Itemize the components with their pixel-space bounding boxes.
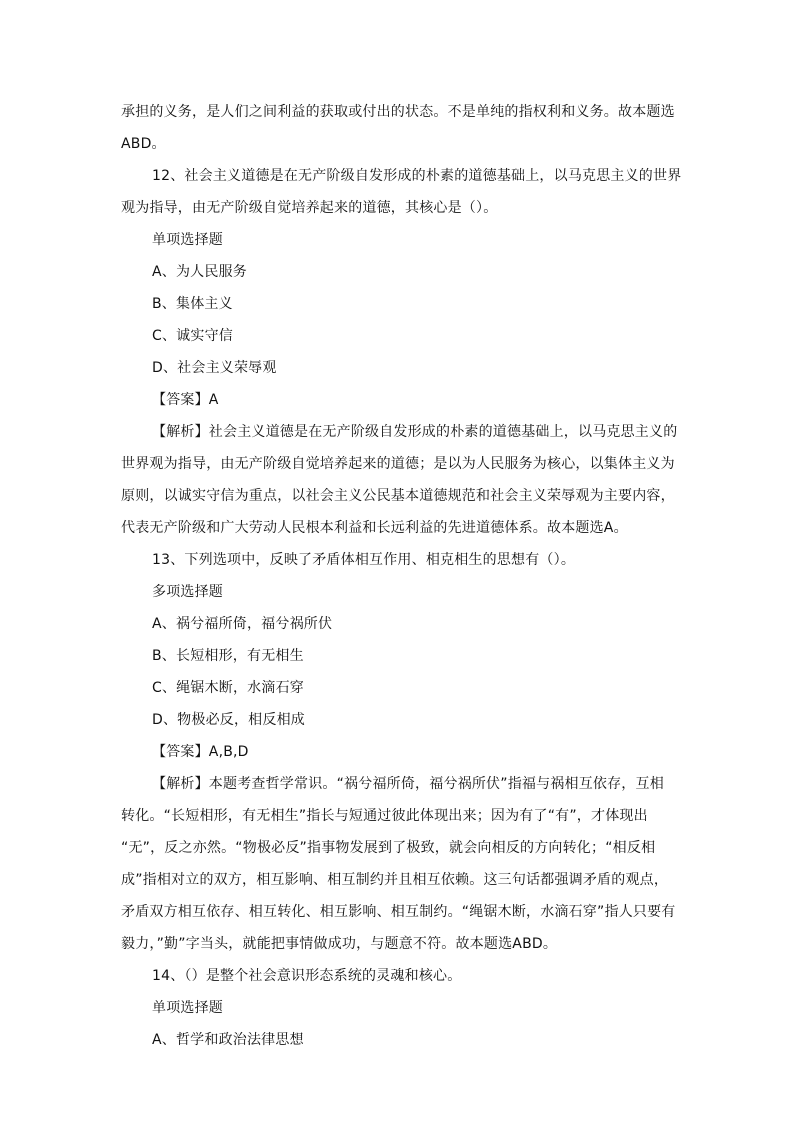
question-13-type: 多项选择题 [152, 584, 223, 600]
question-12-analysis-line-2: 世界观为指导，由无产阶级自觉培养起来的道德；是以为人民服务为核心，以集体主义为 [121, 456, 675, 472]
question-13-analysis-line-6: 毅力，”勤”字当头，就能把事情做成功，与题意不符。故本题选ABD。 [121, 936, 558, 952]
question-13-analysis-line-2: 转化。“长短相形，有无相生”指长与短通过彼此体现出来；因为有了“有”，才体现出 [121, 808, 648, 824]
question-13-analysis-line-3: “无”，反之亦然。“物极必反”指事物发展到了极致，就会向相反的方向转化；“相反相 [121, 840, 656, 856]
question-14-text: 14、（）是整个社会意识形态系统的灵魂和核心。 [152, 968, 462, 984]
question-13-analysis: 【解析】本题考查哲学常识。“祸兮福所倚，福兮祸所伏”指福与祸相互依存，互相 [152, 776, 664, 792]
question-14-type: 单项选择题 [152, 1000, 223, 1016]
question-12-type: 单项选择题 [152, 232, 223, 248]
question-13-analysis-line-4: 成”指相对立的双方，相互影响、相互制约并且相互依赖。这三句话都强调矛盾的观点， [121, 872, 669, 888]
question-12-analysis-line-3: 原则，以诚实守信为重点，以社会主义公民基本道德规范和社会主义荣辱观为主要内容， [121, 488, 675, 504]
question-13-text: 13、下列选项中，反映了矛盾体相互作用、相克相生的思想有（）。 [152, 552, 576, 568]
question-12-text: 12、社会主义道德是在无产阶级自发形成的朴素的道德基础上，以马克思主义的世界 [152, 168, 682, 184]
question-12-text-continued: 观为指导，由无产阶级自觉培养起来的道德，其核心是（）。 [121, 200, 498, 216]
question-12-option-b: B、集体主义 [152, 296, 233, 312]
question-13-option-c: C、绳锯木断，水滴石穿 [152, 680, 304, 696]
question-12-answer: 【答案】A [152, 392, 219, 408]
question-13-option-d: D、物极必反，相反相成 [152, 712, 305, 728]
text-line-explanation-continued: 承担的义务，是人们之间利益的获取或付出的状态。不是单纯的指权利和义务。故本题选 [121, 104, 675, 120]
question-13-answer: 【答案】A,B,D [152, 744, 249, 760]
text-line-answer-tail: ABD。 [121, 136, 166, 152]
question-14-option-a: A、哲学和政治法律思想 [152, 1032, 304, 1048]
question-13-analysis-line-5: 矛盾双方相互依存、相互转化、相互影响、相互制约。“绳锯木断，水滴石穿”指人只要有 [121, 904, 676, 920]
question-13-option-b: B、长短相形，有无相生 [152, 648, 304, 664]
question-12-analysis-line-4: 代表无产阶级和广大劳动人民根本利益和长远利益的先进道德体系。故本题选A。 [121, 520, 628, 536]
question-12-option-a: A、为人民服务 [152, 264, 247, 280]
question-13-option-a: A、祸兮福所倚，福兮祸所伏 [152, 616, 333, 632]
question-12-option-c: C、诚实守信 [152, 328, 233, 344]
question-12-analysis: 【解析】社会主义道德是在无产阶级自发形成的朴素的道德基础上，以马克思主义的 [152, 424, 678, 440]
question-12-option-d: D、社会主义荣辱观 [152, 360, 277, 376]
